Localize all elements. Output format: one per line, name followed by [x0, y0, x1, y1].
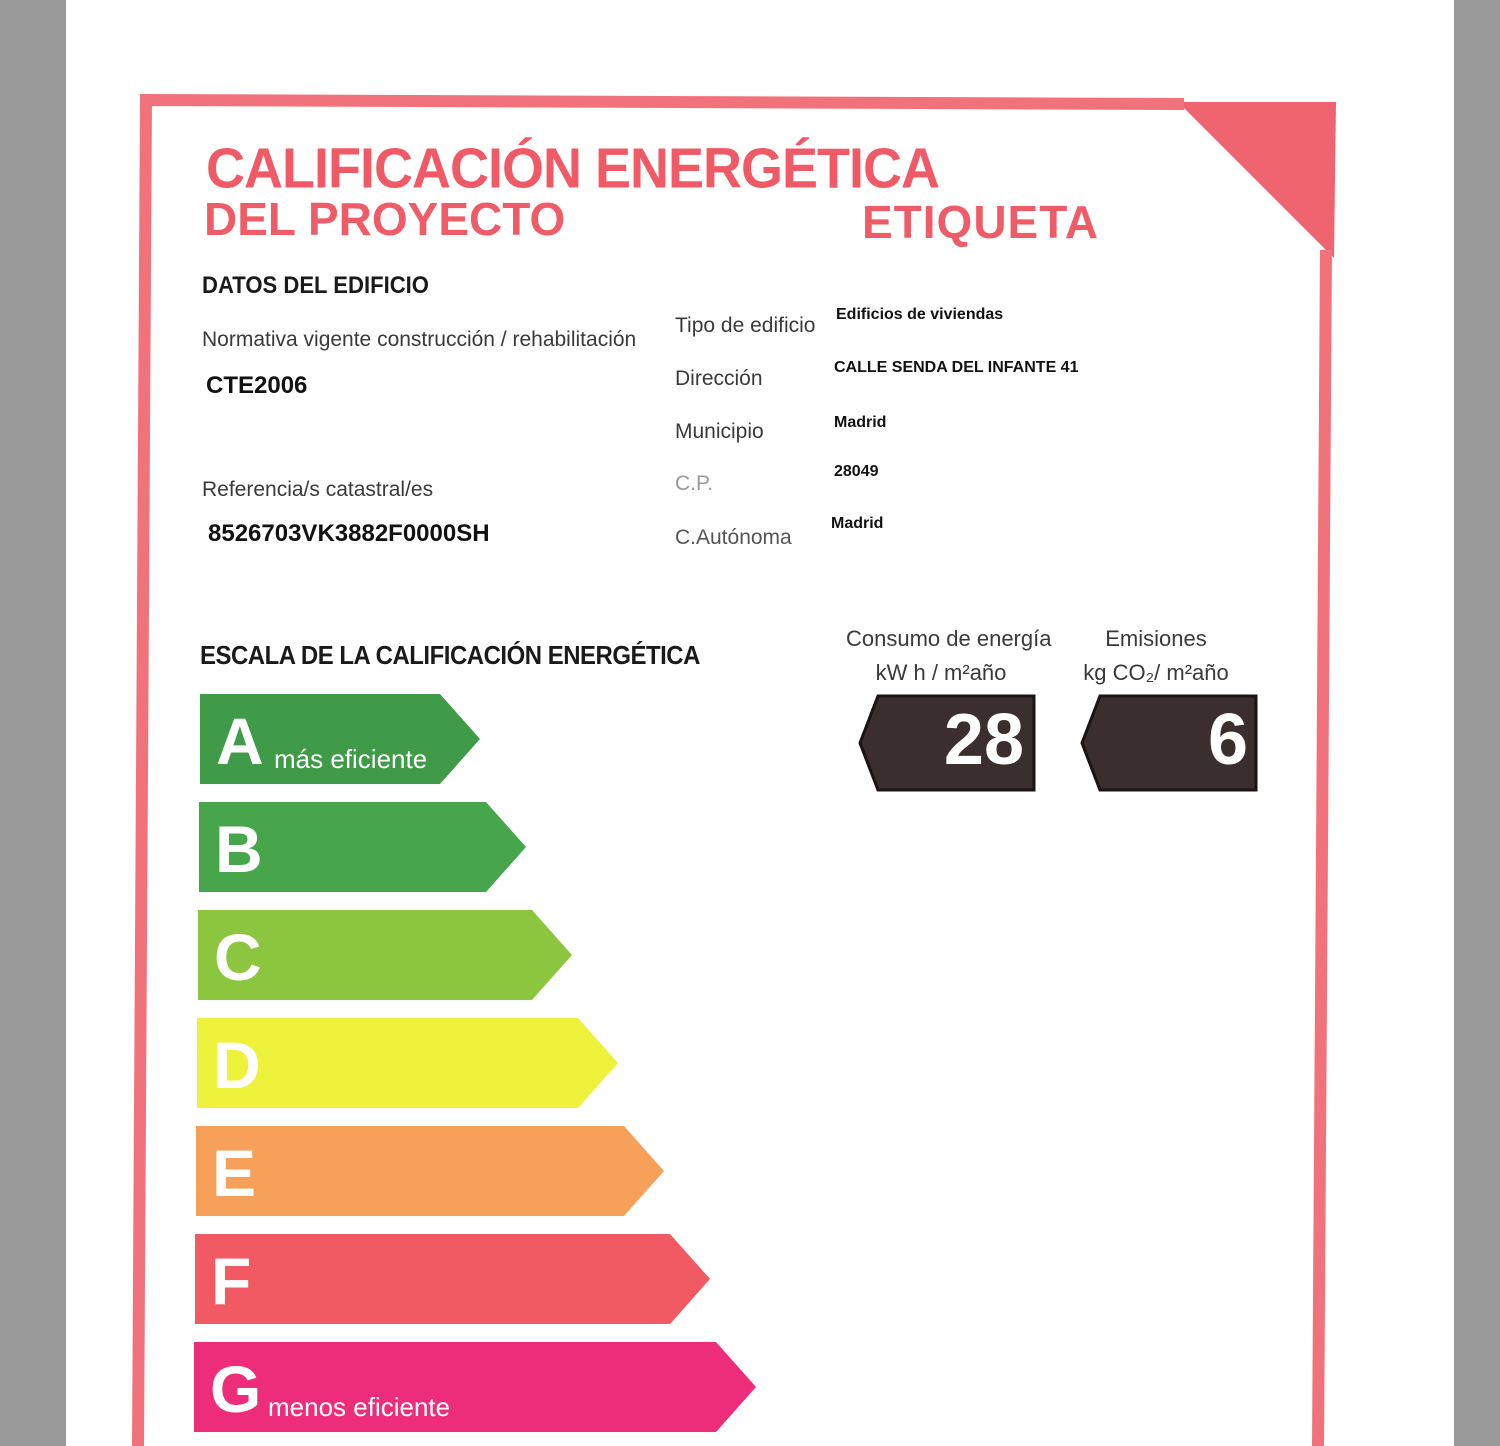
direccion-label: Dirección [675, 367, 763, 390]
scale-title: ESCALA DE LA CALIFICACIÓN ENERGÉTICA [200, 640, 700, 670]
consumo-label: Consumo de energía [846, 626, 1052, 651]
cp-label: C.P. [675, 472, 714, 495]
emisiones-unit: kg CO₂/ m²año [1083, 660, 1229, 685]
consumo-unit: kW h / m²año [875, 660, 1007, 685]
scale-sub-a: más eficiente [274, 744, 428, 774]
scale-sub-g: menos eficiente [268, 1392, 451, 1422]
referencia-label: Referencia/s catastral/es [202, 478, 434, 501]
emisiones-label: Emisiones [1105, 626, 1207, 651]
scale-letter-a: A [216, 704, 264, 778]
normativa-value: CTE2006 [206, 372, 308, 399]
etiqueta-label: ETIQUETA [862, 196, 1100, 248]
scale-letter-g: G [210, 1352, 262, 1426]
municipio-value: Madrid [834, 414, 887, 431]
tipo-label: Tipo de edificio [675, 314, 816, 337]
scale-letter-f: F [211, 1244, 252, 1318]
building-data-title: DATOS DEL EDIFICIO [202, 272, 429, 299]
scale-letter-b: B [215, 812, 263, 886]
autonoma-label: C.Autónoma [675, 526, 792, 549]
normativa-label: Normativa vigente construcción / rehabilitación [202, 328, 637, 351]
title-line-1: CALIFICACIÓN ENERGÉTICA [206, 137, 939, 201]
autonoma-value: Madrid [831, 515, 884, 532]
cp-value: 28049 [834, 463, 879, 480]
consumo-value: 28 [943, 700, 1024, 780]
municipio-label: Municipio [675, 420, 764, 443]
emisiones-value: 6 [1207, 700, 1248, 780]
referencia-value: 8526703VK3882F0000SH [208, 520, 490, 547]
direccion-value: CALLE SENDA DEL INFANTE 41 [834, 359, 1079, 376]
scale-letter-d: D [213, 1028, 261, 1102]
scale-letter-e: E [212, 1136, 257, 1210]
scale-letter-c: C [214, 920, 262, 994]
tipo-value: Edificios de viviendas [836, 306, 1004, 323]
title-line-2: DEL PROYECTO [204, 193, 566, 245]
